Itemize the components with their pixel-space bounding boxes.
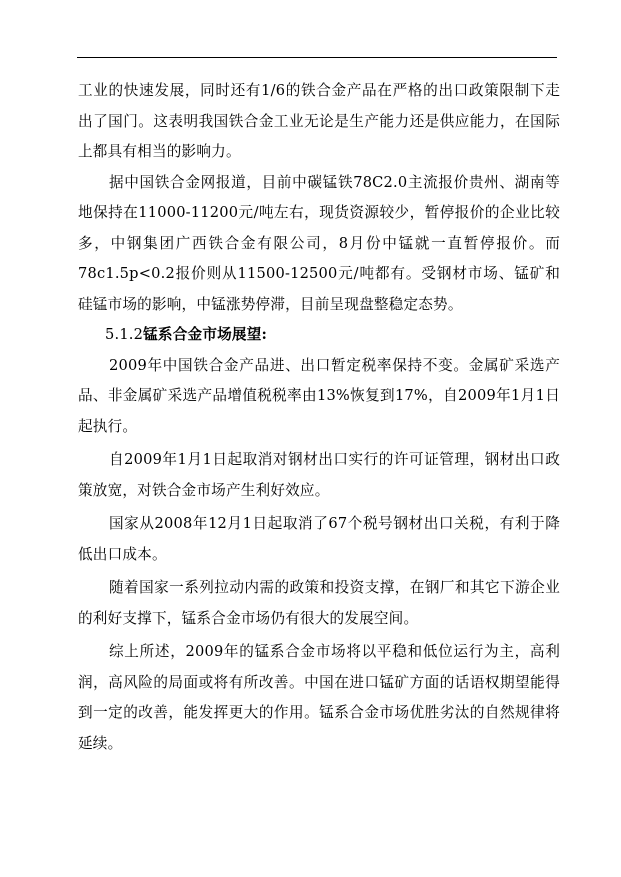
header-rule [77,57,557,58]
paragraph-tax-rate: 2009年中国铁合金产品进、出口暂定税率保持不变。金属矿采选产品、非金属矿采选产品增值税税率由13%恢复到17%，自2009年1月1日起执行。 [78,356,560,435]
document-body [78,76,560,759]
paragraph-summary: 综上所述，2009年的锰系合金市场将以平稳和低位运行为主，高利润，高风险的局面或将有所改善。中国在进口锰矿方面的话语权期望能得到一定的改善，能发挥更大的作用。锰系合金市场优胜劣汰的自然规律将延续。 [78,643,560,752]
paragraph-price-report: 据中国铁合金网报道，目前中碳锰铁78C2.0主流报价贵州、湖南等地保持在11000-11200元/吨左右，现货资源较少，暂停报价的企业比较多，中钢集团广西铁合金有限公司，8月份中锰就一直暂停报价。而78c1.5p<0.2报价则从11500-12500元/吨都有。受钢材市场、锰矿和硅锰市场的影响，中锰涨势停滞，目前呈现盘整稳定态势。 [78,173,560,313]
paragraph-export-license: 自2009年1月1日起取消对钢材出口实行的许可证管理，钢材出口政策放宽，对铁合金市场产生利好效应。 [78,451,560,499]
section-title: 锰系合金市场展望: [143,326,268,343]
section-number: 5.1.2 [105,326,144,343]
paragraph-industry-influence: 工业的快速发展，同时还有1/6的铁合金产品在严格的出口政策限制下走出了国门。这表明我国铁合金工业无论是生产能力还是供应能力，在国际上都具有相当的影响力。 [78,82,560,160]
paragraph-domestic-demand: 随着国家一系列拉动内需的政策和投资支撑，在钢厂和其它下游企业的利好支撑下，锰系合金市场仍有很大的发展空间。 [78,579,560,627]
section-heading [78,320,560,351]
paragraph-export-tariff: 国家从2008年12月1日起取消了67个税号钢材出口关税，有利于降低出口成本。 [78,515,560,563]
